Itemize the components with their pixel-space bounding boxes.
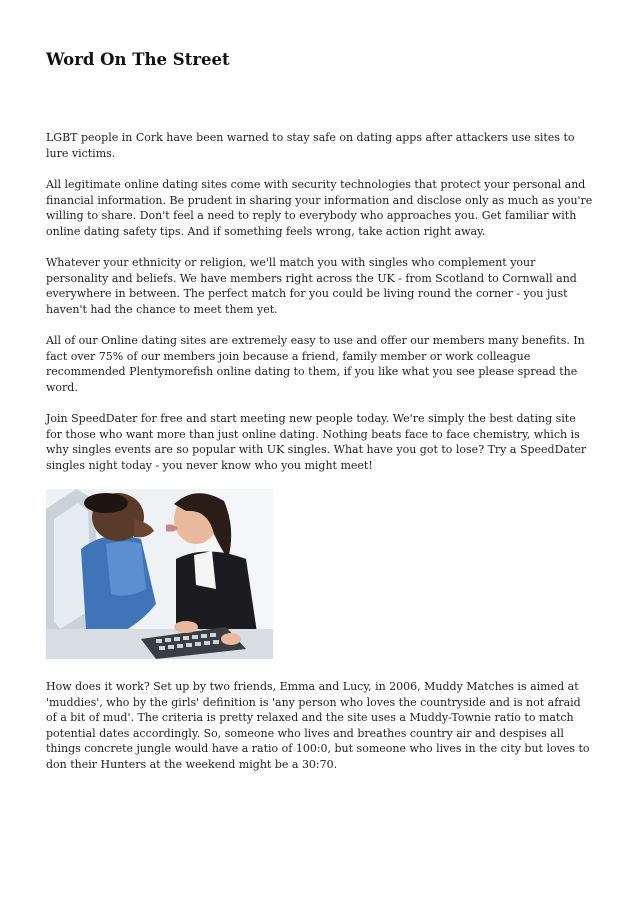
paragraph-6: How does it work? Set up by two friends, Emma and Lucy, in 2006, Muddy Matches is aimed at 'muddies', who by the girls' definition is 'any person who loves the countryside and is not afraid of a bit of mud'. The criteria is pretty relaxed and the site uses a Muddy-Townie ratio to match potential dates accordingly. So, someone who lives and breathes country air and despises all things concrete jungle would have a ratio of 100:0, but someone who lives in the city but loves to don their Hunters at the weekend might be a 30:70. bbox=[46, 680, 590, 771]
paragraph-1: LGBT people in Cork have been warned to stay safe on dating apps after attackers use sites to lure victims. bbox=[46, 131, 575, 160]
paragraph-4: All of our Online dating sites are extremely easy to use and offer our members many benefits. In fact over 75% of our members join because a friend, family member or work colleague recommended Plentymorefish online dating to them, if you like what you see please spread the word. bbox=[46, 334, 585, 394]
paragraph-3: Whatever your ethnicity or religion, we'll match you with singles who complement your personality and beliefs. We have members right across the UK - from Scotland to Cornwall and everywhere in between. The perfect match for you could be living round the corner - you just haven't had the chance to meet them yet. bbox=[46, 256, 577, 316]
article-body bbox=[46, 130, 594, 788]
paragraph-5: Join SpeedDater for free and start meeting new people today. We're simply the best dating site for those who want more than just online dating. Nothing beats face to face chemistry, which is why singles events are so popular with UK singles. What have you got to lose? Try a SpeedDater singles night today - you never know who you might meet! bbox=[46, 412, 587, 472]
couple-kissing-photo bbox=[46, 489, 273, 659]
page-title: Word On The Street bbox=[46, 50, 230, 69]
paragraph-2: All legitimate online dating sites come with security technologies that protect your personal and financial information. Be prudent in sharing your information and disclose only as much as you're willing to share. Don't feel a need to reply to everybody who approaches you. Get familiar with online dating safety tips. And if something feels wrong, take action right away. bbox=[46, 178, 593, 238]
